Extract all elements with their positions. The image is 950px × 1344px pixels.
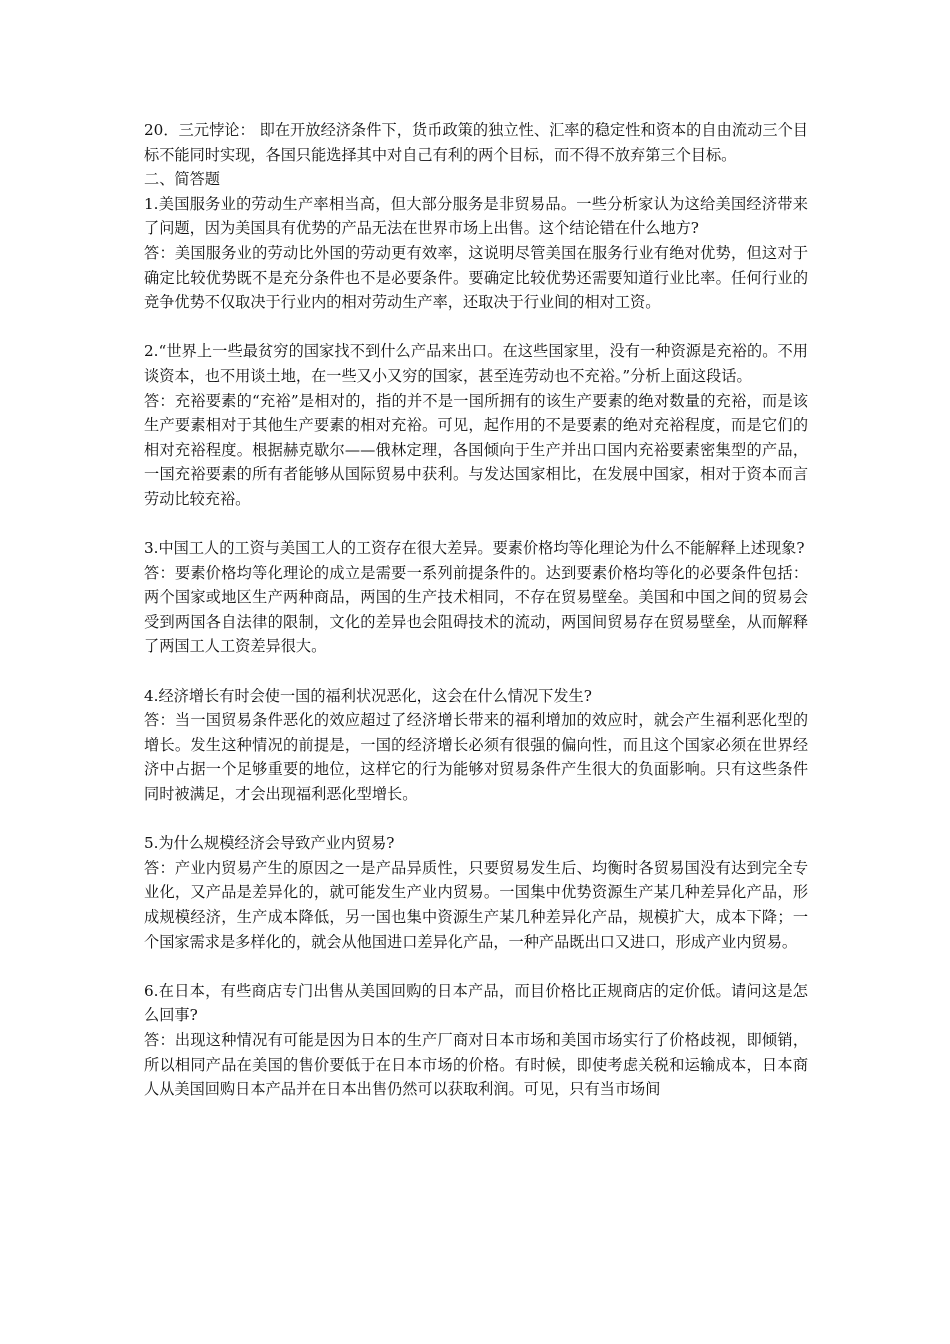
paragraph-gap — [144, 954, 808, 979]
question-6: 6.在日本，有些商店专门出售从美国回购的日本产品，而目价格比正规商店的定价低。请问这是怎么回事? — [144, 981, 808, 1025]
section-heading: 二、简答题 — [144, 170, 220, 189]
answer-5: 答：产业内贸易产生的原因之一是产品异质性，只要贸易发生后、均衡时各贸易国没有达到完全专业化，又产品是差异化的，就可能发生产业内贸易。一国集中优势资源生产某几种差异化产品，形成规模经济，生产成本降低，另一国也集中资源生产某几种差异化产品，规模扩大，成本下降；一个国家需求是多样化的，就会从他国进口差异化产品，一种产品既出口又进口，形成产业内贸易。 — [144, 858, 808, 951]
paragraph-gap — [144, 315, 808, 340]
answer-2: 答：充裕要素的“充裕”是相对的，指的并不是一国所拥有的该生产要素的绝对数量的充裕，而是该生产要素相对于其他生产要素的相对充裕。可见，起作用的不是要素的绝对充裕程度，而是它们的相对充裕程度。根据赫克歇尔——俄林定理，各国倾向于生产并出口国内充裕要素密集型的产品，一国充裕要素的所有者能够从国际贸易中获利。与发达国家相比，在发展中国家，相对于资本而言劳动比较充裕。 — [144, 391, 808, 508]
document-page — [144, 118, 808, 1102]
paragraph-gap — [144, 659, 808, 684]
paragraph-gap — [144, 807, 808, 832]
question-1: 1.美国服务业的劳动生产率相当高，但大部分服务是非贸易品。一些分析家认为这给美国经济带来了问题，因为美国具有优势的产品无法在世界市场上出售。这个结论错在什么地方? — [144, 194, 808, 238]
question-5: 5.为什么规模经济会导致产业内贸易? — [144, 834, 395, 853]
paragraph-gap — [144, 512, 808, 537]
question-3: 3.中国工人的工资与美国工人的工资存在很大差异。要素价格均等化理论为什么不能解释上述现象? — [144, 539, 805, 558]
answer-4: 答：当一国贸易条件恶化的效应超过了经济增长带来的福利增加的效应时，就会产生福利恶化型的增长。发生这种情况的前提是，一国的经济增长必须有很强的偏向性，而且这个国家必须在世界经济中占据一个足够重要的地位，这样它的行为能够对贸易条件产生很大的负面影响。只有这些条件同时被满足，才会出现福利恶化型增长。 — [144, 711, 808, 804]
answer-6: 答：出现这种情况有可能是因为日本的生产厂商对日本市场和美国市场实行了价格歧视，即倾销，所以相同产品在美国的售价要低于在日本市场的价格。有时候，即使考虑关税和运输成本，日本商人从美国回购日本产品并在日本出售仍然可以获取利润。可见，只有当市场间 — [144, 1030, 808, 1099]
answer-3: 答：要素价格均等化理论的成立是需要一系列前提条件的。达到要素价格均等化的必要条件包括：两个国家或地区生产两种商品，两国的生产技术相同，不存在贸易壁垒。美国和中国之间的贸易会受到两国各自法律的限制，文化的差异也会阻碍技术的流动，两国间贸易存在贸易壁垒，从而解释了两国工人工资差异很大。 — [144, 563, 808, 656]
question-2: 2.“世界上一些最贫穷的国家找不到什么产品来出口。在这些国家里，没有一种资源是充裕的。不用谈资本，也不用谈土地，在一些又小又穷的国家，甚至连劳动也不充裕。”分析上面这段话。 — [144, 342, 808, 385]
question-4: 4.经济增长有时会使一国的福利状况恶化，这会在什么情况下发生? — [144, 686, 592, 705]
answer-1: 答：美国服务业的劳动比外国的劳动更有效率，这说明尽管美国在服务行业有绝对优势，但这对于确定比较优势既不是充分条件也不是必要条件。要确定比较优势还需要知道行业比率。任何行业的竞争优势不仅取决于行业内的相对劳动生产率，还取决于行业间的相对工资。 — [144, 243, 808, 312]
definition-paragraph: 20．三元悖论： 即在开放经济条件下，货币政策的独立性、汇率的稳定性和资本的自由流动三个目标不能同时实现，各国只能选择其中对自己有利的两个目标，而不得不放弃第三个目标。 — [144, 121, 808, 164]
